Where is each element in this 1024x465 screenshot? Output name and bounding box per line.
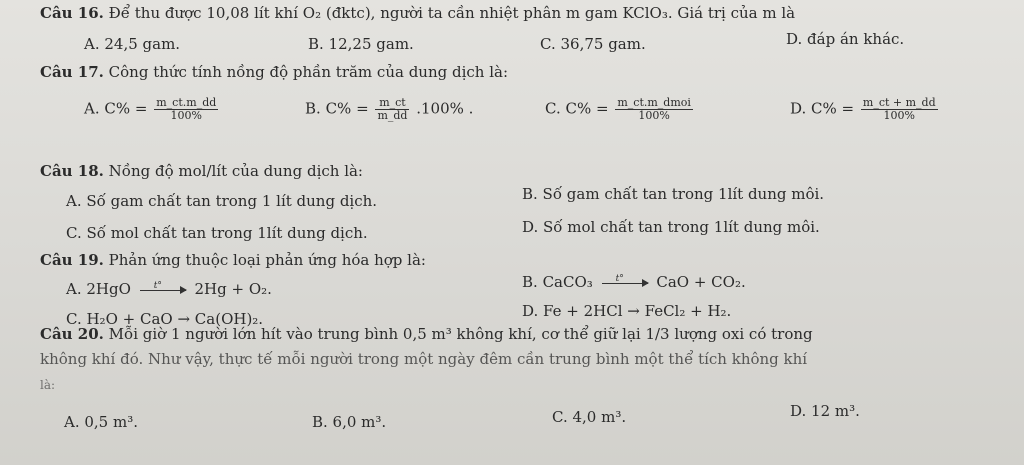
q17-d-denominator: 100% <box>883 109 915 122</box>
q19-b-arrow <box>602 273 648 284</box>
question-16-label: Câu 16. <box>40 4 104 22</box>
q17-c-label: C. <box>545 99 561 118</box>
q20-option-c[interactable]: C. 4,0 m³. <box>552 408 627 426</box>
q17-d-fraction <box>861 97 938 122</box>
q17-c-lhs: C% = <box>565 99 609 118</box>
q17-b-lhs: C% = <box>325 99 369 118</box>
question-19 <box>40 251 426 269</box>
question-19-label: Câu 19. <box>40 251 104 269</box>
q19-a-condition: t° <box>153 280 162 291</box>
q19-option-b[interactable] <box>522 273 746 291</box>
q19-a-products: 2Hg + O₂. <box>194 280 272 298</box>
q19-a-label: A. <box>66 280 82 298</box>
q16-option-d[interactable]: D. đáp án khác. <box>786 30 905 48</box>
q17-a-lhs: C% = <box>104 99 148 118</box>
question-18 <box>40 162 363 180</box>
q19-a-arrow <box>140 280 186 291</box>
q17-b-numerator: m_ct <box>375 97 409 110</box>
q19-b-label: B. <box>522 273 538 291</box>
q17-b-fraction <box>375 97 409 122</box>
q17-b-label: B. <box>305 99 321 118</box>
q19-b-condition: t° <box>615 273 624 284</box>
q17-a-label: A. <box>84 99 100 118</box>
q20-option-a[interactable]: A. 0,5 m³. <box>64 413 138 431</box>
q18-option-d[interactable]: D. Số mol chất tan trong 1lít dung môi. <box>522 218 820 236</box>
question-17-text: Công thức tính nồng độ phần trăm của dung dịch là: <box>108 63 509 81</box>
q17-c-numerator: m_ct.m_dmoi <box>617 96 691 109</box>
question-20-line1: Mỗi giờ 1 người lớn hít vào trung bình 0,5 m³ không khí, cơ thể giữ lại 1/3 lượng oxi có trong <box>108 325 813 343</box>
q16-option-b[interactable]: B. 12,25 gam. <box>308 35 414 53</box>
question-18-label: Câu 18. <box>40 162 104 180</box>
question-16 <box>40 4 795 22</box>
q17-option-c[interactable] <box>545 97 695 122</box>
q19-option-a[interactable] <box>66 280 272 298</box>
q16-option-c[interactable]: C. 36,75 gam. <box>540 35 646 53</box>
q17-option-d[interactable] <box>790 97 940 122</box>
q17-d-lhs: C% = <box>811 99 855 118</box>
question-20-line2: không khí đó. Như vậy, thực tế mỗi người trong một ngày đêm cần trung bình một thể tích không khí <box>40 350 808 368</box>
q17-d-label: D. <box>790 99 807 118</box>
q17-b-denominator: m_dd <box>377 109 408 122</box>
q17-option-b[interactable] <box>305 97 473 122</box>
q18-option-b[interactable]: B. Số gam chất tan trong 1lít dung môi. <box>522 185 825 203</box>
q19-b-products: CaO + CO₂. <box>656 273 746 291</box>
q17-d-numerator: m_ct + m_dd <box>862 96 936 109</box>
q17-a-numerator: m_ct.m_dd <box>156 96 217 109</box>
question-17-label: Câu 17. <box>40 63 104 81</box>
question-20 <box>40 325 813 343</box>
q18-option-c[interactable]: C. Số mol chất tan trong 1lít dung dịch. <box>66 224 368 242</box>
question-20-label: Câu 20. <box>40 325 104 343</box>
q17-c-denominator: 100% <box>638 109 670 122</box>
q17-a-denominator: 100% <box>170 109 202 122</box>
question-16-text: Để thu được 10,08 lít khí O₂ (đktc), người ta cần nhiệt phân m gam KClO₃. Giá trị của m là <box>108 4 796 22</box>
q17-option-a[interactable] <box>84 97 220 122</box>
question-17 <box>40 63 508 81</box>
question-19-text: Phản ứng thuộc loại phản ứng hóa hợp là: <box>108 251 426 269</box>
question-20-line3: là: <box>40 378 56 392</box>
q18-option-a[interactable]: A. Số gam chất tan trong 1 lít dung dịch. <box>66 192 378 210</box>
q17-c-fraction <box>615 97 693 122</box>
q16-option-a[interactable]: A. 24,5 gam. <box>84 35 181 53</box>
q19-option-d[interactable]: D. Fe + 2HCl → FeCl₂ + H₂. <box>522 302 732 320</box>
question-18-text: Nồng độ mol/lít của dung dịch là: <box>108 162 363 180</box>
q17-b-tail: .100% . <box>416 99 474 118</box>
q20-option-d[interactable]: D. 12 m³. <box>790 402 860 420</box>
q19-option-c[interactable]: C. H₂O + CaO → Ca(OH)₂. <box>66 310 264 328</box>
q20-option-b[interactable]: B. 6,0 m³. <box>312 413 387 431</box>
q19-a-reactant: 2HgO <box>86 280 131 298</box>
q19-b-reactant: CaCO₃ <box>542 273 593 291</box>
q17-a-fraction <box>154 97 218 122</box>
